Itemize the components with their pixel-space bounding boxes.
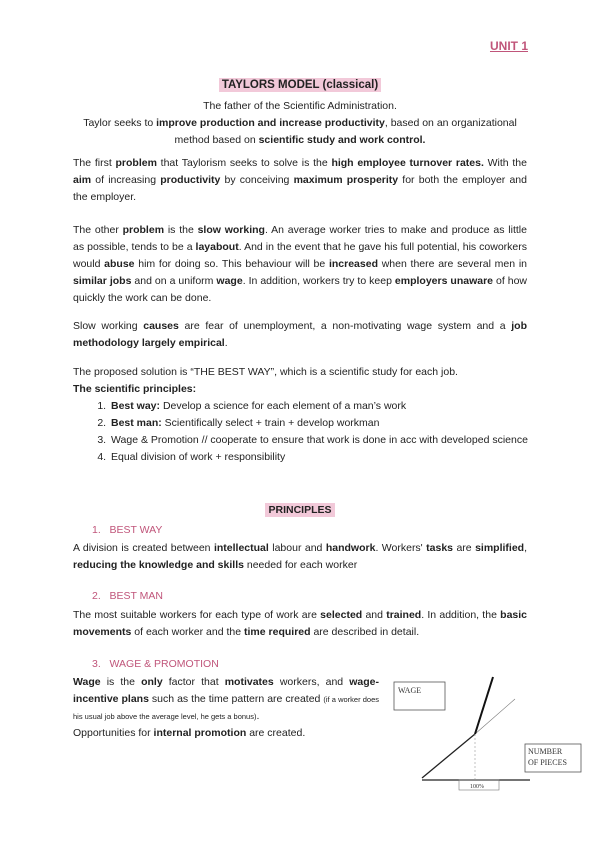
section-heading-best-way: 1. BEST WAY bbox=[92, 524, 163, 536]
paragraph-causes bbox=[73, 318, 527, 352]
text: Opportunities for bbox=[73, 727, 154, 739]
text: , bbox=[524, 542, 527, 554]
bold-text: similar jobs bbox=[73, 275, 132, 287]
bold-text: improve production and increase productivity bbox=[156, 117, 385, 129]
text: Slow working bbox=[73, 320, 144, 332]
bold-text: causes bbox=[143, 320, 179, 332]
paragraph-slow-working bbox=[73, 222, 527, 307]
pct-label: 100% bbox=[470, 784, 484, 790]
text: Develop a science for each element of a man’s work bbox=[160, 400, 407, 412]
list-item bbox=[109, 449, 553, 466]
bold-text: selected bbox=[320, 609, 363, 621]
bold-text: slow working bbox=[197, 224, 265, 236]
text: and bbox=[362, 609, 387, 621]
bonus-wage-line bbox=[475, 677, 493, 734]
text: are bbox=[453, 542, 476, 554]
text: of increasing bbox=[91, 174, 161, 186]
pieces-axis-label-2: OF PIECES bbox=[528, 758, 567, 767]
text: of each worker and the bbox=[131, 626, 245, 638]
bold-text: wage-incentive plans bbox=[73, 676, 379, 705]
intro-block bbox=[75, 98, 525, 149]
small-note: (if a worker does his usual job above the average level, he gets a bonus) bbox=[73, 695, 380, 721]
text: A division is created between bbox=[73, 542, 214, 554]
text: The other bbox=[73, 224, 123, 236]
text: . Workers' bbox=[375, 542, 427, 554]
text: workers, and bbox=[273, 676, 350, 688]
text: that Taylorism seeks to solve is the bbox=[156, 157, 332, 169]
list-item bbox=[109, 415, 553, 432]
text: are created. bbox=[246, 727, 306, 739]
bold-text: aim bbox=[73, 174, 92, 186]
bold-text: increased bbox=[328, 258, 378, 270]
bold-text: time required bbox=[244, 626, 311, 638]
bold-text: abuse bbox=[104, 258, 135, 270]
unit-label: UNIT 1 bbox=[489, 39, 528, 53]
paragraph-turnover bbox=[73, 155, 527, 206]
principles-heading-wrapper bbox=[0, 500, 600, 518]
paragraph-best-man bbox=[73, 607, 527, 641]
bold-text: only bbox=[141, 676, 163, 688]
bold-text: Wage bbox=[73, 676, 101, 688]
text: and on a uniform bbox=[131, 275, 217, 287]
bold-text: Best man: bbox=[111, 417, 162, 429]
bold-text: intellectual bbox=[213, 542, 269, 554]
bold-text: basic movements bbox=[73, 609, 528, 638]
bold-text: scientific study and work control. bbox=[258, 134, 426, 146]
text: . bbox=[256, 710, 260, 722]
scientific-principles-heading: The scientific principles: bbox=[73, 383, 197, 395]
text: when there are several men in bbox=[377, 258, 527, 270]
text: . An average worker tries to make and produce as little as possible, tends to be a bbox=[73, 224, 527, 253]
bold-text: productivity bbox=[160, 174, 221, 186]
bold-text: Best way: bbox=[111, 400, 161, 412]
text: needed for each worker bbox=[243, 559, 358, 571]
bold-text: layabout bbox=[195, 241, 239, 253]
text: Taylor seeks to bbox=[83, 117, 157, 129]
title-wrapper bbox=[0, 75, 600, 93]
text: factor that bbox=[162, 676, 225, 688]
text: is the bbox=[164, 224, 198, 236]
wage-axis-label: WAGE bbox=[398, 686, 422, 695]
text: Wage & Promotion // cooperate to ensure that work is done in acc with developed science bbox=[111, 434, 528, 446]
section-heading-wage-promotion: 3. WAGE & PROMOTION bbox=[92, 658, 219, 670]
list-item bbox=[109, 432, 553, 449]
intro-text bbox=[75, 115, 525, 149]
paragraph-wage-promotion bbox=[73, 674, 379, 742]
bold-text: reducing the knowledge and skills bbox=[73, 559, 244, 571]
text: are described in detail. bbox=[310, 626, 420, 638]
section-heading-best-man: 2. BEST MAN bbox=[92, 590, 163, 602]
list-item bbox=[109, 398, 553, 415]
text: him for doing so. This behaviour will be bbox=[134, 258, 329, 270]
bold-text: tasks bbox=[426, 542, 453, 554]
principles-list bbox=[83, 398, 553, 466]
intro-line: The father of the Scientific Administration. bbox=[203, 100, 397, 112]
text: The proposed solution is “THE BEST WAY”, which is a scientific study for each job. bbox=[73, 366, 458, 378]
bold-text: job methodology largely empirical bbox=[73, 320, 528, 349]
text: Scientifically select + train + develop workman bbox=[161, 417, 380, 429]
text: is the bbox=[100, 676, 142, 688]
bold-text: problem bbox=[115, 157, 157, 169]
bold-text: employers unaware bbox=[394, 275, 494, 287]
text: . In addition, workers try to keep bbox=[242, 275, 395, 287]
text: With the bbox=[483, 157, 527, 169]
bold-text: trained bbox=[386, 609, 422, 621]
bold-text: internal promotion bbox=[153, 727, 247, 739]
text: such as the time pattern are created bbox=[148, 693, 324, 705]
pieces-axis-label-1: NUMBER bbox=[528, 747, 563, 756]
paragraph-solution bbox=[73, 364, 527, 398]
paragraph-best-way bbox=[73, 540, 527, 574]
bold-text: problem bbox=[122, 224, 165, 236]
text: labour and bbox=[268, 542, 326, 554]
bold-text: maximum prosperity bbox=[293, 174, 399, 186]
base-wage-line bbox=[422, 734, 475, 778]
text: of how quickly the work can be done. bbox=[73, 275, 528, 304]
wage-diagram bbox=[390, 672, 590, 802]
bold-text: high employee turnover rates. bbox=[331, 157, 484, 169]
text: , based on an organizational method based on bbox=[174, 117, 517, 146]
bold-text: wage bbox=[216, 275, 243, 287]
text: . And in the event that he gave his full potential, his coworkers would bbox=[73, 241, 527, 270]
text: The most suitable workers for each type of work are bbox=[73, 609, 321, 621]
principles-heading: PRINCIPLES bbox=[265, 503, 334, 517]
text: The first bbox=[73, 157, 116, 169]
text: for both the employer and the employer. bbox=[73, 174, 527, 203]
text: are fear of unemployment, a non-motivating wage system and a bbox=[178, 320, 512, 332]
text: . bbox=[224, 337, 228, 349]
text: by conceiving bbox=[220, 174, 294, 186]
text: . In addition, the bbox=[421, 609, 501, 621]
bold-text: simplified bbox=[475, 542, 525, 554]
bold-text: motivates bbox=[224, 676, 274, 688]
bold-text: handwork bbox=[325, 542, 376, 554]
text: Equal division of work + responsibility bbox=[111, 451, 286, 463]
page-title: TAYLORS MODEL (classical) bbox=[219, 78, 381, 92]
